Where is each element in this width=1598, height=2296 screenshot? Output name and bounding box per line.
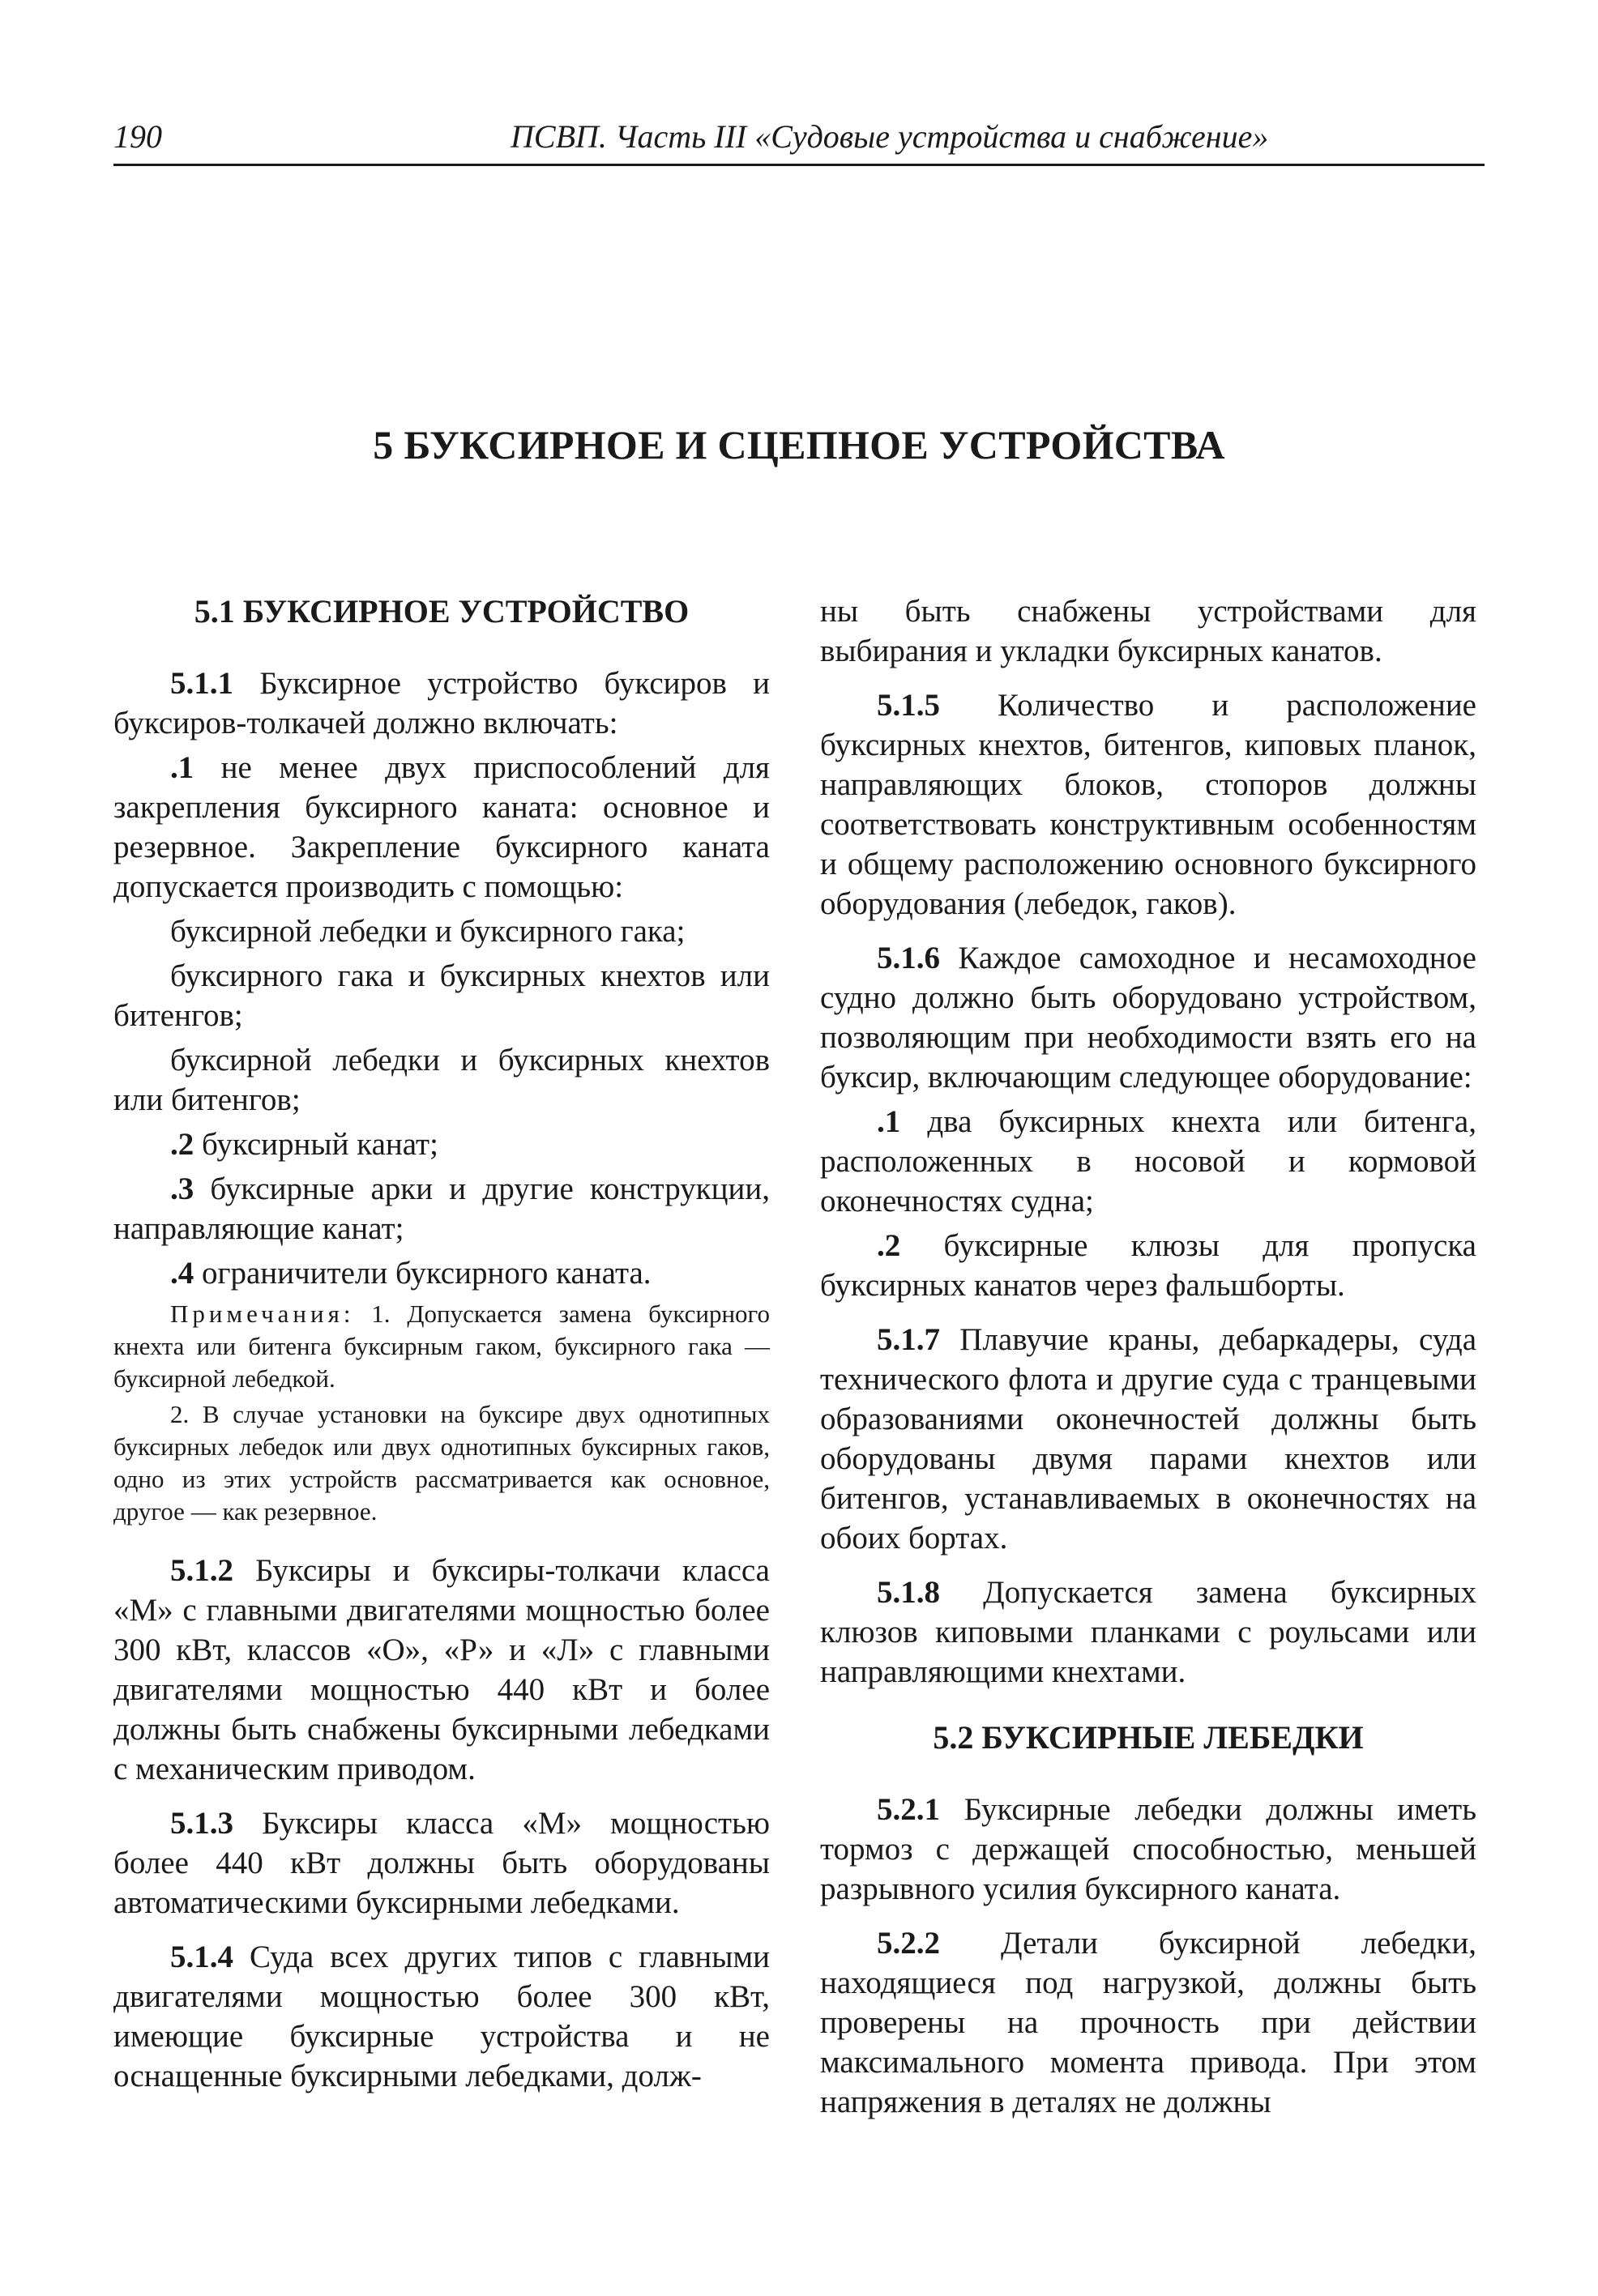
clause-number: 5.2.2 (877, 1926, 940, 1961)
clause-text: Допускается замена буксирных клюзов киповыми планками с роульсами или направляющими кнехтами. (820, 1575, 1476, 1689)
list-item-1 (820, 1102, 1476, 1221)
paragraph-5-2-1 (820, 1790, 1476, 1909)
paragraph-5-1-4 (113, 1937, 770, 2096)
note-2: 2. В случае установки на буксире двух однотипных буксирных лебедок или двух однотипных буксирных гаков, одно из этих устройств рассматривается как основное, другое — как резервное. (113, 1400, 770, 1526)
note-1 (113, 1298, 770, 1395)
clause-text: Буксирные лебедки должны иметь тормоз с держащей способностью, меньшей разрывного усилия буксирного каната. (820, 1792, 1476, 1906)
item-text: ограничители буксирного каната. (194, 1256, 652, 1291)
clause-number: 5.1.1 (170, 666, 233, 701)
clause-number: 5.1.7 (877, 1322, 940, 1357)
clause-number: 5.1.8 (877, 1575, 940, 1610)
chapter-title: 5 БУКСИРНОЕ И СЦЕПНОЕ УСТРОЙСТВА (373, 422, 1225, 467)
paragraph-5-1-3 (113, 1803, 770, 1923)
clause-text: Плавучие краны, дебаркадеры, суда технического флота и другие суда с транцевыми образованиями оконечностей должны быть оборудованы двумя парами кнехтов или битенгов, устанавливаемых в оконечностях на обоих бортах. (820, 1322, 1476, 1556)
list-item-2 (113, 1125, 770, 1164)
paragraph-5-1-7 (820, 1320, 1476, 1558)
list-item-4 (113, 1253, 770, 1293)
paragraph-5-1-1 (113, 664, 770, 743)
clause-text: Каждое самоходное и несамоходное судно должно быть оборудовано устройством, позволяющим при необходимости взять его на буксир, включающим следующее оборудование: (820, 941, 1476, 1095)
clause-number: 5.1.5 (877, 688, 940, 723)
clause-number: 5.2.1 (877, 1792, 940, 1827)
clause-text: Детали буксирной лебедки, находящиеся под нагрузкой, должны быть проверены на прочность при действии максимального момента привода. При этом напряжения в деталях не должны (820, 1926, 1476, 2119)
sub-item-3: буксирной лебедки и буксирных кнехтов или битенгов; (113, 1043, 770, 1117)
item-text: буксирный канат; (194, 1127, 438, 1162)
running-title: ПСВП. Часть III «Судовые устройства и снабжение» (511, 118, 1269, 155)
page-number: 190 (113, 118, 162, 155)
paragraph-5-1-8 (820, 1573, 1476, 1692)
item-number: .3 (170, 1171, 194, 1206)
list-item-1 (113, 748, 770, 907)
clause-text: Буксиры и буксиры-толкачи класса «М» с главными двигателями мощностью более 300 кВт, классов «О», «Р» и «Л» с главными двигателями мощностью 440 кВт и более должны быть снабжены буксирными лебедками с механическим приводом. (113, 1553, 770, 1786)
item-number: .2 (170, 1127, 194, 1162)
item-text: не менее двух приспособлений для закрепления буксирного каната: основное и резервное. Закрепление буксирного каната допускается производить с помощью: (113, 750, 770, 904)
item-text: буксирные клюзы для пропуска буксирных канатов через фальшборты. (820, 1228, 1476, 1303)
clause-number: 5.1.6 (877, 941, 940, 975)
paragraph-5-1-6 (820, 938, 1476, 1097)
page-header (113, 113, 1485, 166)
item-number: .1 (877, 1104, 901, 1139)
clause-number: 5.1.2 (170, 1553, 233, 1588)
clause-text: Количество и расположение буксирных кнехтов, битенгов, киповых планок, направляющих блоков, стопоров должны соответствовать конструктивным особенностям и общему расположению основного буксирного оборудования (лебедок, гаков). (820, 688, 1476, 921)
clause-text: Буксиры класса «М» мощностью более 440 кВт должны быть оборудованы автоматическими буксирными лебедками. (113, 1806, 770, 1920)
item-text: буксирные арки и другие конструкции, направляющие канат; (113, 1171, 770, 1246)
note-text: 1. Допускается замена буксирного кнехта или битенга буксирным гаком, буксирного гака — буксирной лебедкой. (113, 1300, 770, 1393)
left-column (113, 591, 770, 2096)
item-number: .4 (170, 1256, 194, 1291)
list-item-3 (113, 1169, 770, 1248)
item-number: .1 (170, 750, 194, 785)
list-item-2 (820, 1226, 1476, 1305)
sub-item-1: буксирной лебедки и буксирного гака; (170, 914, 686, 949)
clause-number: 5.1.3 (170, 1806, 233, 1841)
clause-text: Суда всех других типов с главными двигателями мощностью более 300 кВт, имеющие буксирные устройства и не оснащенные буксирными лебедками, долж- (113, 1940, 770, 2093)
item-number: .2 (877, 1228, 901, 1263)
sub-item-2: буксирного гака и буксирных кнехтов или битенгов; (113, 958, 770, 1033)
clause-text: Буксирное устройство буксиров и буксиров-толкачей должно включать: (113, 666, 770, 740)
paragraph-5-1-4-continued: ны быть снабжены устройствами для выбирания и укладки буксирных канатов. (820, 594, 1476, 668)
paragraph-5-1-2 (113, 1551, 770, 1789)
section-5-1-title: 5.1 БУКСИРНОЕ УСТРОЙСТВО (194, 593, 690, 629)
note-label: Примечания: (170, 1300, 355, 1328)
section-5-2-title: 5.2 БУКСИРНЫЕ ЛЕБЕДКИ (933, 1719, 1364, 1756)
right-column (820, 591, 1476, 2122)
clause-number: 5.1.4 (170, 1940, 233, 1974)
paragraph-5-2-2 (820, 1923, 1476, 2122)
item-text: два буксирных кнехта или битенга, расположенных в носовой и кормовой оконечностях судна; (820, 1104, 1476, 1218)
paragraph-5-1-5 (820, 685, 1476, 924)
